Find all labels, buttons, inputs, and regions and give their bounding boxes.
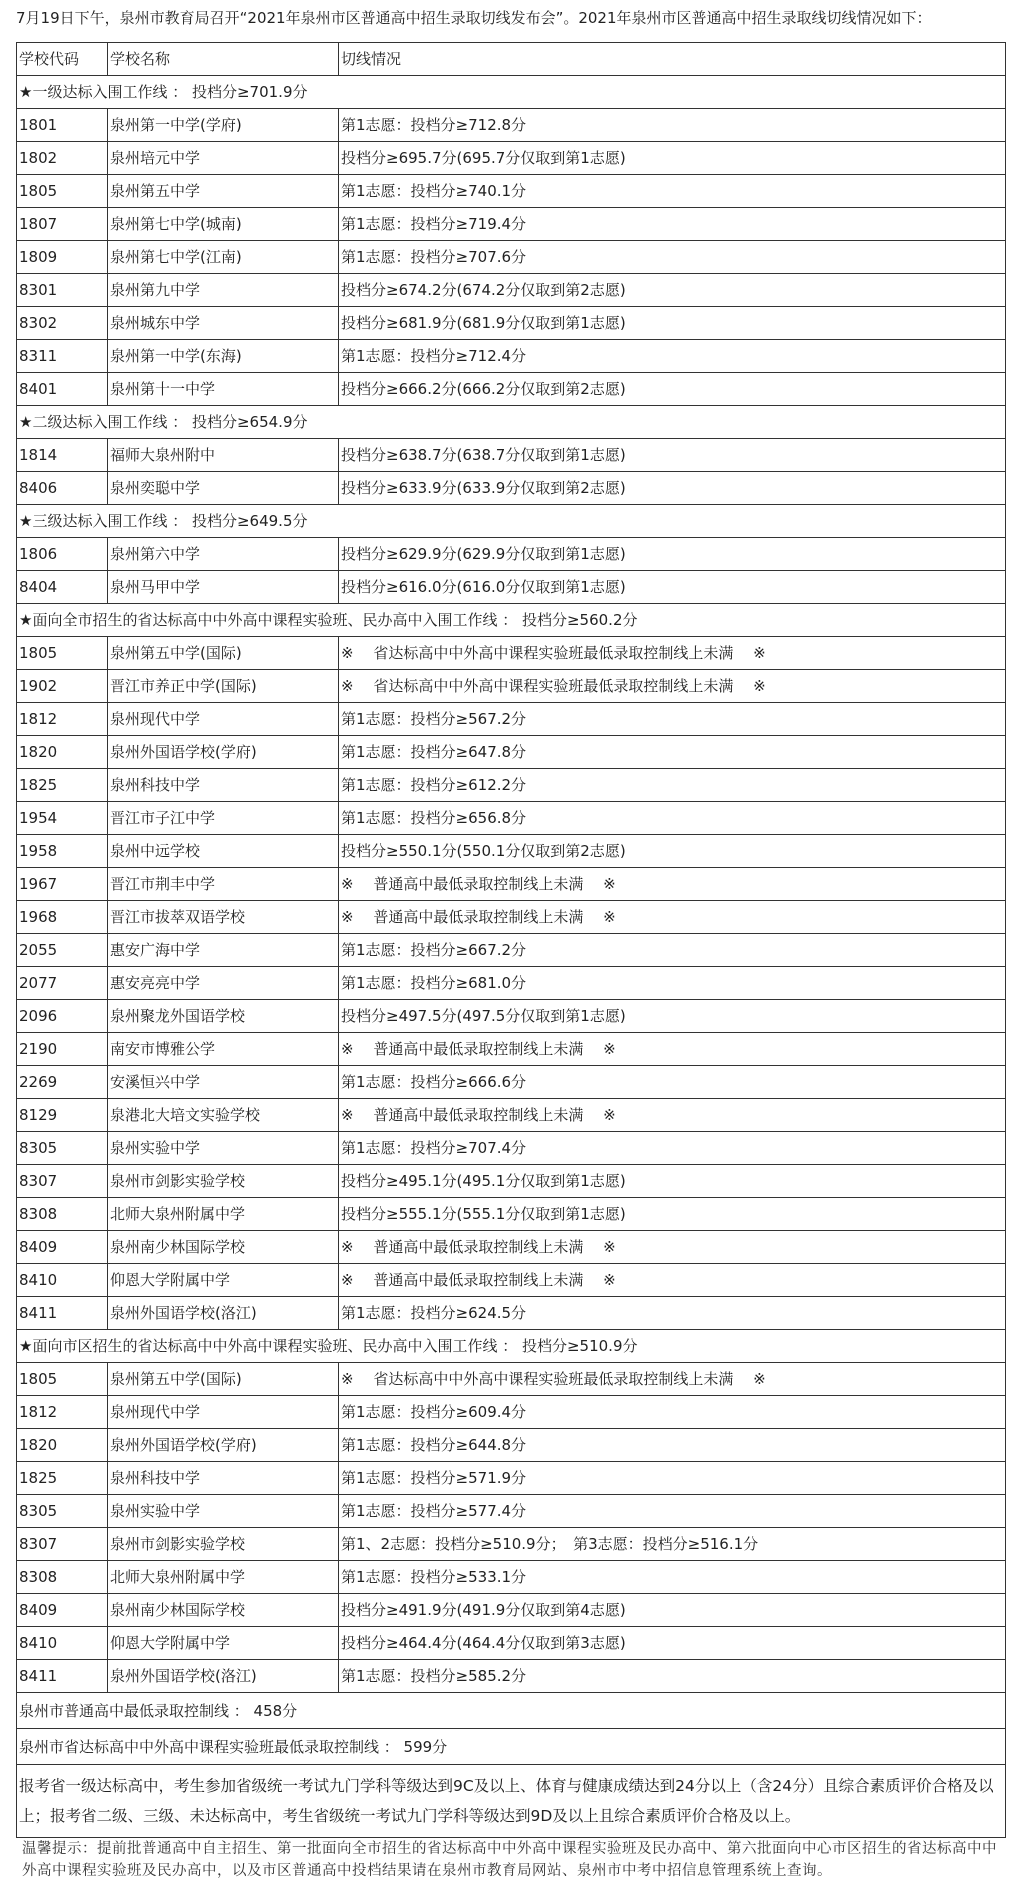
cutoff-cell: 第1志愿：投档分≥533.1分 (339, 1561, 1006, 1594)
school-name-cell: 南安市博雅公学 (108, 1033, 339, 1066)
school-code-cell: 8302 (17, 307, 108, 340)
cutoff-cell: ※ 普通高中最低录取控制线上未满 ※ (339, 868, 1006, 901)
school-name-cell: 泉州聚龙外国语学校 (108, 1000, 339, 1033)
table-row (17, 637, 1006, 670)
cutoff-cell: 第1志愿：投档分≥740.1分 (339, 175, 1006, 208)
header-cutoff: 切线情况 (339, 43, 1006, 76)
cutoff-cell: 投档分≥674.2分(674.2分仅取到第2志愿) (339, 274, 1006, 307)
table-row (17, 1132, 1006, 1165)
school-code-cell: 8308 (17, 1198, 108, 1231)
school-code-cell: 1820 (17, 736, 108, 769)
cutoff-table (16, 42, 1006, 1838)
school-code-cell: 8401 (17, 373, 108, 406)
table-row (17, 1297, 1006, 1330)
table-row (17, 1264, 1006, 1297)
school-code-cell: 8305 (17, 1132, 108, 1165)
cutoff-cell: 第1志愿：投档分≥712.4分 (339, 340, 1006, 373)
school-code-cell: 2190 (17, 1033, 108, 1066)
cutoff-cell: ※ 普通高中最低录取控制线上未满 ※ (339, 1231, 1006, 1264)
school-name-cell: 泉州现代中学 (108, 703, 339, 736)
school-code-cell: 1954 (17, 802, 108, 835)
table-row (17, 868, 1006, 901)
table-row (17, 1627, 1006, 1660)
cutoff-cell: 投档分≥464.4分(464.4分仅取到第3志愿) (339, 1627, 1006, 1660)
cutoff-cell: 第1志愿：投档分≥707.6分 (339, 241, 1006, 274)
section-title: ★面向市区招生的省达标高中中外高中课程实验班、民办高中入围工作线 ： 投档分≥510.9分 (17, 1330, 1006, 1363)
table-row (17, 109, 1006, 142)
school-code-cell: 1812 (17, 703, 108, 736)
cutoff-cell: ※ 普通高中最低录取控制线上未满 ※ (339, 1264, 1006, 1297)
school-name-cell: 泉州科技中学 (108, 1462, 339, 1495)
table-row (17, 670, 1006, 703)
cutoff-cell: 第1志愿：投档分≥707.4分 (339, 1132, 1006, 1165)
cutoff-cell: 第1志愿：投档分≥681.0分 (339, 967, 1006, 1000)
cutoff-cell: 投档分≥491.9分(491.9分仅取到第4志愿) (339, 1594, 1006, 1627)
school-name-cell: 泉州市剑影实验学校 (108, 1528, 339, 1561)
table-row (17, 1033, 1006, 1066)
cutoff-cell: 投档分≥495.1分(495.1分仅取到第1志愿) (339, 1165, 1006, 1198)
header-school-code: 学校代码 (17, 43, 108, 76)
school-name-cell: 泉州马甲中学 (108, 571, 339, 604)
table-row (17, 439, 1006, 472)
table-row (17, 1528, 1006, 1561)
header-school-name: 学校名称 (108, 43, 339, 76)
table-row (17, 1198, 1006, 1231)
school-code-cell: 1968 (17, 901, 108, 934)
section-title: ★一级达标入围工作线 ： 投档分≥701.9分 (17, 76, 1006, 109)
school-name-cell: 惠安广海中学 (108, 934, 339, 967)
school-name-cell: 泉州市剑影实验学校 (108, 1165, 339, 1198)
school-name-cell: 北师大泉州附属中学 (108, 1561, 339, 1594)
summary-row (17, 1693, 1006, 1729)
cutoff-cell: 投档分≥681.9分(681.9分仅取到第1志愿) (339, 307, 1006, 340)
school-code-cell: 8311 (17, 340, 108, 373)
school-code-cell: 1812 (17, 1396, 108, 1429)
table-row (17, 835, 1006, 868)
school-name-cell: 泉州外国语学校(学府) (108, 736, 339, 769)
school-code-cell: 1807 (17, 208, 108, 241)
cutoff-cell: 投档分≥497.5分(497.5分仅取到第1志愿) (339, 1000, 1006, 1033)
cutoff-cell: 第1志愿：投档分≥719.4分 (339, 208, 1006, 241)
table-row (17, 1396, 1006, 1429)
cutoff-cell: 第1、2志愿：投档分≥510.9分； 第3志愿：投档分≥516.1分 (339, 1528, 1006, 1561)
table-row (17, 736, 1006, 769)
school-code-cell: 8411 (17, 1297, 108, 1330)
table-row (17, 142, 1006, 175)
school-name-cell: 泉州中远学校 (108, 835, 339, 868)
table-row (17, 1165, 1006, 1198)
table-row (17, 802, 1006, 835)
school-code-cell: 8411 (17, 1660, 108, 1693)
school-name-cell: 泉州第一中学(东海) (108, 340, 339, 373)
section-row (17, 505, 1006, 538)
table-row (17, 967, 1006, 1000)
school-code-cell: 2077 (17, 967, 108, 1000)
summary-text: 泉州市普通高中最低录取控制线 ： 458分 (17, 1693, 1006, 1729)
table-row (17, 1363, 1006, 1396)
section-title: ★面向全市招生的省达标高中中外高中课程实验班、民办高中入围工作线 ： 投档分≥560.2分 (17, 604, 1006, 637)
table-row (17, 1561, 1006, 1594)
note-text: 报考省一级达标高中，考生参加省级统一考试九门学科等级达到9C及以上、体育与健康成绩达到24分以上（含24分）且综合素质评价合格及以上；报考省二级、三级、未达标高中，考生省级统一考试九门学科等级达到9D及以上且综合素质评价合格及以上。 (17, 1765, 1006, 1838)
table-header-row (17, 43, 1006, 76)
note-row (17, 1765, 1006, 1838)
table-row (17, 1000, 1006, 1033)
table-row (17, 901, 1006, 934)
cutoff-cell: 第1志愿：投档分≥647.8分 (339, 736, 1006, 769)
school-code-cell: 1820 (17, 1429, 108, 1462)
school-name-cell: 泉州实验中学 (108, 1132, 339, 1165)
school-code-cell: 8409 (17, 1231, 108, 1264)
school-code-cell: 1814 (17, 439, 108, 472)
cutoff-cell: 投档分≥616.0分(616.0分仅取到第1志愿) (339, 571, 1006, 604)
school-code-cell: 1806 (17, 538, 108, 571)
school-code-cell: 2269 (17, 1066, 108, 1099)
cutoff-cell: 投档分≥695.7分(695.7分仅取到第1志愿) (339, 142, 1006, 175)
cutoff-cell: 投档分≥633.9分(633.9分仅取到第2志愿) (339, 472, 1006, 505)
table-row (17, 1594, 1006, 1627)
cutoff-cell: 第1志愿：投档分≥609.4分 (339, 1396, 1006, 1429)
cutoff-cell: 投档分≥555.1分(555.1分仅取到第1志愿) (339, 1198, 1006, 1231)
school-code-cell: 8129 (17, 1099, 108, 1132)
school-code-cell: 8404 (17, 571, 108, 604)
cutoff-cell: 投档分≥666.2分(666.2分仅取到第2志愿) (339, 373, 1006, 406)
cutoff-cell: ※ 省达标高中中外高中课程实验班最低录取控制线上未满 ※ (339, 637, 1006, 670)
table-row (17, 208, 1006, 241)
school-name-cell: 泉州科技中学 (108, 769, 339, 802)
cutoff-cell: ※ 普通高中最低录取控制线上未满 ※ (339, 1099, 1006, 1132)
school-code-cell: 8410 (17, 1627, 108, 1660)
section-row (17, 76, 1006, 109)
school-name-cell: 泉州奕聪中学 (108, 472, 339, 505)
school-name-cell: 泉州第五中学(国际) (108, 637, 339, 670)
school-name-cell: 仰恩大学附属中学 (108, 1627, 339, 1660)
table-row (17, 1495, 1006, 1528)
school-name-cell: 仰恩大学附属中学 (108, 1264, 339, 1297)
summary-row (17, 1729, 1006, 1765)
school-name-cell: 泉州外国语学校(学府) (108, 1429, 339, 1462)
school-code-cell: 2055 (17, 934, 108, 967)
school-code-cell: 1801 (17, 109, 108, 142)
school-name-cell: 泉州南少林国际学校 (108, 1594, 339, 1627)
table-row (17, 340, 1006, 373)
school-name-cell: 泉州外国语学校(洛江) (108, 1660, 339, 1693)
cutoff-cell: 投档分≥638.7分(638.7分仅取到第1志愿) (339, 439, 1006, 472)
school-name-cell: 泉州第九中学 (108, 274, 339, 307)
cutoff-cell: 第1志愿：投档分≥667.2分 (339, 934, 1006, 967)
school-name-cell: 泉州第七中学(城南) (108, 208, 339, 241)
school-code-cell: 1805 (17, 175, 108, 208)
cutoff-cell: ※ 普通高中最低录取控制线上未满 ※ (339, 901, 1006, 934)
cutoff-cell: 投档分≥629.9分(629.9分仅取到第1志愿) (339, 538, 1006, 571)
school-name-cell: 泉州第一中学(学府) (108, 109, 339, 142)
school-code-cell: 8406 (17, 472, 108, 505)
table-row (17, 934, 1006, 967)
table-row (17, 175, 1006, 208)
school-code-cell: 1958 (17, 835, 108, 868)
table-row (17, 769, 1006, 802)
table-row (17, 1462, 1006, 1495)
school-code-cell: 8301 (17, 274, 108, 307)
table-row (17, 1429, 1006, 1462)
school-name-cell: 北师大泉州附属中学 (108, 1198, 339, 1231)
intro-text: 7月19日下午，泉州市教育局召开“2021年泉州市区普通高中招生录取切线发布会”。2021年泉州市区普通高中招生录取线切线情况如下： (16, 9, 932, 27)
table-row (17, 703, 1006, 736)
cutoff-cell: ※ 普通高中最低录取控制线上未满 ※ (339, 1033, 1006, 1066)
summary-text: 泉州市省达标高中中外高中课程实验班最低录取控制线 ： 599分 (17, 1729, 1006, 1765)
school-name-cell: 泉州第十一中学 (108, 373, 339, 406)
school-code-cell: 1809 (17, 241, 108, 274)
cutoff-cell: 第1志愿：投档分≥612.2分 (339, 769, 1006, 802)
school-code-cell: 1805 (17, 637, 108, 670)
school-code-cell: 8307 (17, 1528, 108, 1561)
school-name-cell: 泉州实验中学 (108, 1495, 339, 1528)
school-name-cell: 泉州第六中学 (108, 538, 339, 571)
table-row (17, 571, 1006, 604)
cutoff-cell: ※ 省达标高中中外高中课程实验班最低录取控制线上未满 ※ (339, 1363, 1006, 1396)
section-row (17, 1330, 1006, 1363)
school-code-cell: 8308 (17, 1561, 108, 1594)
cutoff-cell: 第1志愿：投档分≥712.8分 (339, 109, 1006, 142)
table-row (17, 538, 1006, 571)
table-row (17, 241, 1006, 274)
school-name-cell: 晋江市养正中学(国际) (108, 670, 339, 703)
school-name-cell: 晋江市拔萃双语学校 (108, 901, 339, 934)
cutoff-cell: 投档分≥550.1分(550.1分仅取到第2志愿) (339, 835, 1006, 868)
table-row (17, 472, 1006, 505)
school-code-cell: 1802 (17, 142, 108, 175)
section-row (17, 406, 1006, 439)
cutoff-cell: 第1志愿：投档分≥644.8分 (339, 1429, 1006, 1462)
school-name-cell: 泉州外国语学校(洛江) (108, 1297, 339, 1330)
cutoff-cell: 第1志愿：投档分≥666.6分 (339, 1066, 1006, 1099)
table-row (17, 1660, 1006, 1693)
cutoff-cell: 第1志愿：投档分≥567.2分 (339, 703, 1006, 736)
school-name-cell: 晋江市子江中学 (108, 802, 339, 835)
school-code-cell: 1825 (17, 769, 108, 802)
school-code-cell: 8409 (17, 1594, 108, 1627)
section-title: ★二级达标入围工作线 ： 投档分≥654.9分 (17, 406, 1006, 439)
cutoff-cell: 第1志愿：投档分≥577.4分 (339, 1495, 1006, 1528)
school-name-cell: 泉州培元中学 (108, 142, 339, 175)
school-name-cell: 泉州现代中学 (108, 1396, 339, 1429)
cutoff-cell: 第1志愿：投档分≥656.8分 (339, 802, 1006, 835)
school-code-cell: 1902 (17, 670, 108, 703)
school-name-cell: 泉州第五中学(国际) (108, 1363, 339, 1396)
table-row (17, 373, 1006, 406)
cutoff-cell: 第1志愿：投档分≥585.2分 (339, 1660, 1006, 1693)
cutoff-cell: 第1志愿：投档分≥624.5分 (339, 1297, 1006, 1330)
school-name-cell: 泉州南少林国际学校 (108, 1231, 339, 1264)
school-code-cell: 2096 (17, 1000, 108, 1033)
table-row (17, 274, 1006, 307)
footer-tip: 温馨提示：提前批普通高中自主招生、第一批面向全市招生的省达标高中中外高中课程实验班及民办高中、第六批面向中心市区招生的省达标高中中外高中课程实验班及民办高中，以及市区普通高中投档结果请在泉州市教育局网站、泉州市中考中招信息管理系统上查询。 (22, 1841, 997, 1879)
school-code-cell: 1825 (17, 1462, 108, 1495)
school-name-cell: 泉州第七中学(江南) (108, 241, 339, 274)
school-code-cell: 1805 (17, 1363, 108, 1396)
table-row (17, 1231, 1006, 1264)
school-name-cell: 安溪恒兴中学 (108, 1066, 339, 1099)
school-name-cell: 泉港北大培文实验学校 (108, 1099, 339, 1132)
school-name-cell: 泉州城东中学 (108, 307, 339, 340)
table-row (17, 1099, 1006, 1132)
school-name-cell: 惠安亮亮中学 (108, 967, 339, 1000)
school-code-cell: 1967 (17, 868, 108, 901)
school-name-cell: 福师大泉州附中 (108, 439, 339, 472)
school-code-cell: 8307 (17, 1165, 108, 1198)
cutoff-table-body (17, 43, 1006, 1838)
school-name-cell: 晋江市荆丰中学 (108, 868, 339, 901)
table-row (17, 307, 1006, 340)
section-row (17, 604, 1006, 637)
school-name-cell: 泉州第五中学 (108, 175, 339, 208)
school-code-cell: 8410 (17, 1264, 108, 1297)
school-code-cell: 8305 (17, 1495, 108, 1528)
table-row (17, 1066, 1006, 1099)
cutoff-cell: ※ 省达标高中中外高中课程实验班最低录取控制线上未满 ※ (339, 670, 1006, 703)
section-title: ★三级达标入围工作线 ： 投档分≥649.5分 (17, 505, 1006, 538)
cutoff-cell: 第1志愿：投档分≥571.9分 (339, 1462, 1006, 1495)
